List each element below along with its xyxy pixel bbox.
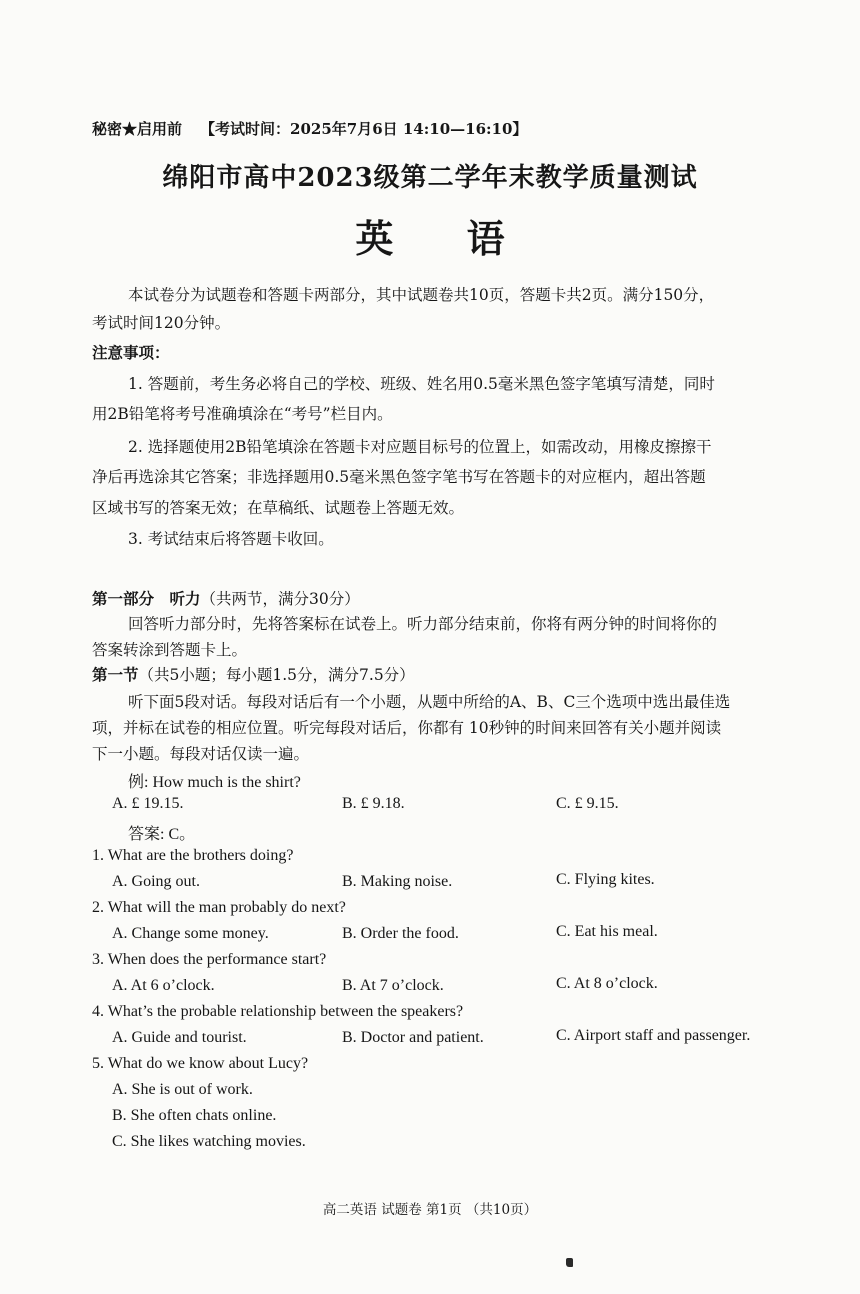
part1-desc-line-1: 回答听力部分时，先将答案标在试卷上。听力部分结束前，你将有两分钟的时间将你的 [128,615,718,633]
question-3-option-c: C. At 8 o’clock. [556,975,658,992]
part1-heading [92,586,360,612]
section1-heading-bold: 第一节 [92,665,139,684]
note-1-line-1: 1. 答题前，考生务必将自己的学校、班级、姓名用0.5毫米黑色签字笔填写清楚，同时 [128,375,715,393]
question-4: 4. What’s the probable relationship between the speakers? [92,1003,464,1020]
intro-line-2: 考试时间120分钟。 [92,314,231,332]
question-3-option-a: A. At 6 o’clock. [112,977,215,994]
example-option-c: C. £ 9.15. [556,795,619,812]
question-3: 3. When does the performance start? [92,951,327,968]
exam-title: 绵阳市高中2023级第二学年末教学质量测试 [162,163,698,193]
part1-heading-bold: 第一部分 听力 [92,589,201,608]
example-option-a: A. £ 19.15. [112,795,184,812]
question-1: 1. What are the brothers doing? [92,847,294,864]
question-2-option-b: B. Order the food. [342,925,459,942]
example-question: 例: How much is the shirt? [128,774,301,791]
section1-desc-line-1: 听下面5段对话。每段对话后有一个小题，从题中所给的A、B、C三个选项中选出最佳选 [128,693,731,711]
question-1-option-b: B. Making noise. [342,873,453,890]
page-footer: 高二英语 试题卷 第1页 （共10页） [322,1202,538,1218]
question-4-option-a: A. Guide and tourist. [112,1029,247,1046]
question-5-option-a: A. She is out of work. [112,1081,253,1098]
secret-label: 秘密★启用前 [92,120,183,138]
question-1-option-c: C. Flying kites. [556,871,655,888]
question-3-option-b: B. At 7 o’clock. [342,977,444,994]
notes-heading: 注意事项： [92,343,170,362]
intro-line-1: 本试卷分为试题卷和答题卡两部分，其中试题卷共10页，答题卡共2页。满分150分， [128,286,715,304]
note-3: 3. 考试结束后将答题卡收回。 [128,530,334,548]
scan-mark [566,1258,573,1267]
note-2-line-3: 区域书写的答案无效；在草稿纸、试题卷上答题无效。 [92,499,465,517]
question-1-option-a: A. Going out. [112,873,200,890]
section1-heading [92,662,415,688]
question-5: 5. What do we know about Lucy? [92,1055,309,1072]
part1-heading-rest: （共两节，满分30分） [200,590,360,608]
question-5-option-b: B. She often chats online. [112,1107,277,1124]
example-answer: 答案: C。 [128,826,196,843]
question-2-option-a: A. Change some money. [112,925,269,942]
question-4-option-b: B. Doctor and patient. [342,1029,484,1046]
question-5-option-c: C. She likes watching movies. [112,1133,306,1150]
question-2-option-c: C. Eat his meal. [556,923,658,940]
exam-meta-line [92,118,527,139]
example-option-b: B. £ 9.18. [342,795,405,812]
question-2: 2. What will the man probably do next? [92,899,346,916]
section1-desc-line-2: 项，并标在试卷的相应位置。听完每段对话后，你都有 10秒钟的时间来回答有关小题并阅读 [92,719,722,737]
note-1-line-2: 用2B铅笔将考号准确填涂在“考号”栏目内。 [92,405,393,423]
exam-time: 【考试时间：2025年7月6日 14:10—16:10】 [200,120,528,138]
section1-desc-line-3: 下一小题。每段对话仅读一遍。 [92,745,310,763]
subject-title: 英 语 [355,216,535,261]
note-2-line-2: 净后再选涂其它答案；非选择题用0.5毫米黑色签字笔书写在答题卡的对应框内，超出答题 [92,468,706,486]
note-2-line-1: 2. 选择题使用2B铅笔填涂在答题卡对应题目标号的位置上，如需改动，用橡皮擦擦干 [128,438,712,456]
section1-heading-rest: （共5小题；每小题1.5分，满分7.5分） [138,666,415,684]
question-4-option-c: C. Airport staff and passenger. [556,1027,751,1044]
part1-desc-line-2: 答案转涂到答题卡上。 [92,641,248,659]
